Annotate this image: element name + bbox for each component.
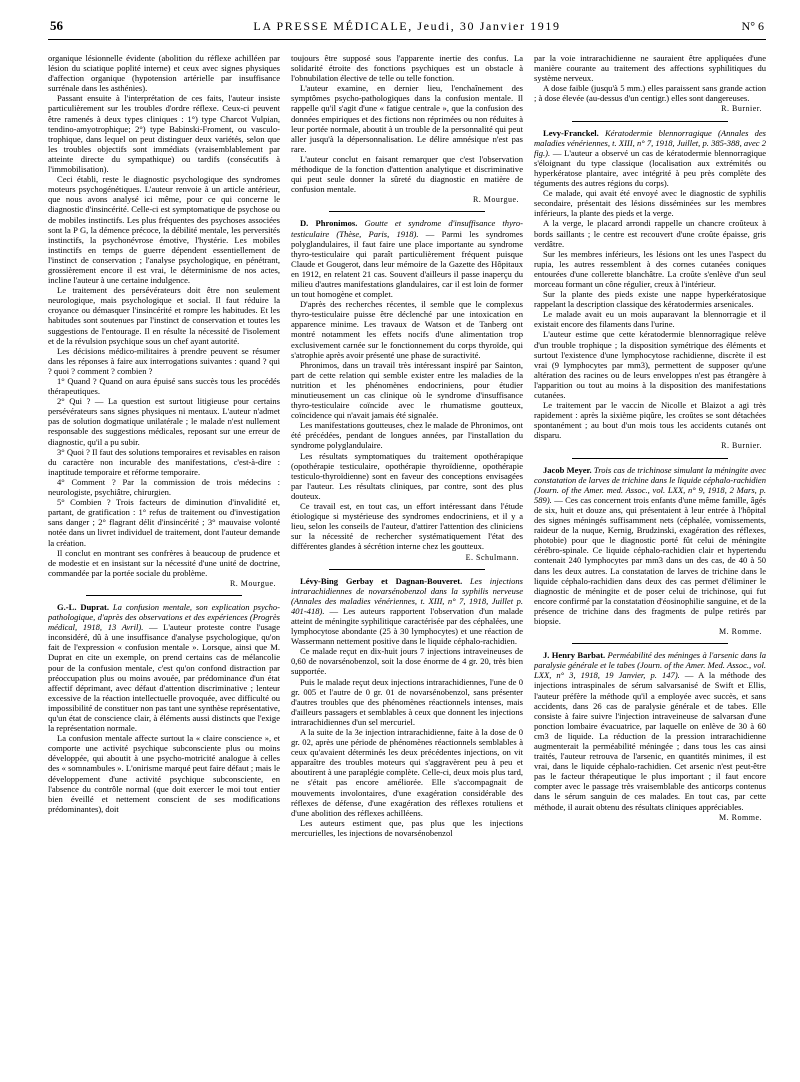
article-paragraph: Ce travail est, en tout cas, un effort intéressant dans l'étude étiologique si mystérieuse des syndromes endocriniens, et il y a lieu, selon les conseils de l'auteur, d'attirer l'attention des cliniciens sur la nécessité de rechercher systématiquement l'état des différentes glandes à sécrétion interne chez les goutteux. — [291, 501, 523, 552]
article-paragraph: Ce malade, qui avait été envoyé avec le diagnostic de syphilis secondaire, présentait des lésions disséminées sur les membres inférieurs, la plante des pieds et la verge. — [534, 188, 766, 219]
article-paragraph: D'après des recherches récentes, il semble que le complexus thyro-testiculaire puisse être déclenché par une intoxication en apparence minime. Les travaux de Watson et de Tanberg ont montré notamment les effets nocifs d'une alimentation trop exclusivement carnée sur le fonctionnement du corps thyroïde, qui s'atrophie après avoir présenté une phase de suractivité. — [291, 299, 523, 360]
article-signature: R. Burnier. — [721, 104, 762, 114]
article-paragraph: Le malade avait eu un mois auparavant la blennorragie et il existait encore des filaments dans l'urine. — [534, 309, 766, 330]
article-paragraph: organique lésionnelle évidente (abolition du réflexe achilléen par lésion du sciatique poplité interne) et ceux avec signes physiques d'affection organique (hypotension artérielle par insuffisance surrénale dans les asthénies). — [48, 53, 280, 94]
article-paragraph: Ceci établi, reste le diagnostic psychologique des syndromes moteurs psychogénétiques. L'auteur renvoie à un article antérieur, que nous avons analysé ici même, pour ce qui concerne le diagnostic d'insincérité. Celle-ci est symptomatique de psychose ou de mobiles instinctifs. Les plus fréquentes des psychoses associées sont la P G, la démence précoce, la débilité mentale, les perversités instinctifs, la psychonévrose émotive, l'hystérie. Les mobiles instinctifs en temps de guerre dépendent essentiellement de l'instinct de conservation ; l'analyse psychologique, en pénétrant, grossièrement encore il est vrai, le déterminisme de nos actes, incline l'auteur à une certaine indulgence. — [48, 174, 280, 286]
article-heading — [534, 650, 766, 812]
article — [534, 128, 766, 452]
article-paragraph: Puis le malade reçut deux injections intrarachidiennes, l'une de 0 gr. 005 et l'autre de 0 gr. 01 de novarsénobenzol, sans présenter d'autres troubles que des phénomènes réactionnels intenses, mais d'ailleurs passagers et semblables à ceux que donnent les injections intrarachidiennes d'un sel mercuriel. — [291, 676, 523, 727]
article-author: Jacob Meyer. — [543, 464, 592, 475]
article-paragraph: La confusion mentale affecte surtout la « claire conscience », et comporte une activité psychique subconsciente plus ou moins développée, qui aboutit à une psycho-motricité analogue à celles des « somnambules ». L'onirisme marqué peut faire défaut ; mais le développement d'une activité psychique subconsciente, en l'absence du contrôle normal (que doit exercer le moi tout entier bien éveillé et nettement conscient de ses modifications prédominantes), doit — [48, 733, 280, 814]
article-paragraph: Sur la plante des pieds existe une nappe hyperkératosique rappelant la description classique des kératodermies arsenicales. — [534, 289, 766, 310]
article-author: G.-L. Duprat. — [57, 601, 110, 612]
section-divider — [572, 643, 728, 644]
article-paragraph: Phronimos, dans un travail très intéressant inspiré par Sainton, part de cette relation qui semble exister entre les maladies de la nutrition et les phénomènes endocriniens, pour étudier minutieusement un cas clinique où le syndrome d'insuffisance thyro-testiculaire coïncide avec le rhumatisme goutteux, coïncidence qui n'avait jamais été signalée. — [291, 359, 523, 421]
text-column-left — [48, 47, 280, 1077]
article — [291, 218, 523, 562]
article-title: Trois cas de trichinose simulant la méningite avec constatation de larves de trichine dans le liquide céphalo-rachidien (Journ. of the Amer. med. Assoc., vol. LXX, n° 9, 1918, 2 Mars, p. 589). — [534, 464, 766, 505]
article-paragraph: Passant ensuite à l'interprétation de ces faits, l'auteur insiste particulièrement sur les troubles d'ordre réflexe. Ceux-ci peuvent être ramenés à deux types cliniques : 1°) type Charcot Vulpian, tendino-amyotrophique; 2°) type Babinski-Froment, ou vasculo-trophique, dans lequel on peut distinguer deux variétés, selon que les troubles objectifs sont immédiats (vraisemblablement par atteinte directe du sympathique) ou tardifs (consécutifs à l'immobilisation). — [48, 93, 280, 175]
article-author: Lévy-Bing Gerbay et Dagnan-Bouveret. — [300, 575, 463, 586]
article-paragraph: A dose faible (jusqu'à 5 mm.) elles paraissent sans grande action ; à dose élevée (au-dessus d'un centigr.) elles sont dangereuses. — [534, 83, 766, 104]
article-title: Goutte et syndrome d'insuffisance thyro-testiculaire (Thèse, Paris, 1918). — [291, 218, 523, 239]
article-paragraph: Les décisions médico-militaires à prendre peuvent se résumer dans les réponses à faire aux interrogations suivantes : quand ? qui ? quoi ? comment ? combien ? — [48, 345, 280, 376]
article-title: Kératodermie blennorragique (Annales des maladies vénériennes, t. XIII, n° 7, 1918, Juillet, p. 385-388, avec 2 fig.). — [534, 127, 766, 158]
article-paragraph: — Ces cas concernent trois enfants d'une même famille, âgés de six, huit et douze ans, qui présentaient à leur entrée à l'hôpital des signes méningés suffisamment nets (céphalée, vomissements, raideur de la nuque, Kernig, Brudzinski, exagération des réflexes, photobie) pour que le diagnostic porté fût celui de méningite cérébro-spinale. Ce liquide céphalo-rachidien clair et hypertendu contenait 240 lymphocytes par mm3 dans un des cas, de 40 à 50 dans les deux autres. La constatation de larves de trichine dans le liquide céphalo-rachidien dans deux des cas permet d'éliminer le diagnostic de méningite et de poser celui de trichinose, qui fut encore confirmé par la constatation d'éosinophilie sanguine, et de la présence de trichine dans des fragments de pulpe retirés par biopsie. — [534, 494, 766, 626]
article-paragraph: Le traitement par le vaccin de Nicolle et Blaizot a agi très rapidement : après la sixième piqûre, les croûtes se sont détachées spontanément ; au bout d'un mois tous les accidents cutanés ont disparu. — [534, 400, 766, 441]
article-heading — [534, 128, 766, 189]
section-divider — [572, 121, 728, 122]
article-heading — [291, 576, 523, 647]
article-paragraph: L'auteur examine, en dernier lieu, l'enchaînement des symptômes psycho-pathologiques dans la confusion mentale. Il rappelle qu'il s'agit d'une « fatigue centrale », que la confusion des données empiriques et des fictions non réprimées ou non réduites à leur portée normale, aboutit à un trouble de la personnalité qui peut aller jusqu'à la dépersonnalisation. Le délire amnésique n'est pas rare. — [291, 83, 523, 154]
text-column-right — [534, 47, 766, 1077]
section-divider — [86, 595, 242, 596]
article-heading — [291, 218, 523, 299]
article-paragraph: Les résultats symptomatiques du traitement opothérapique (opothérapie testiculaire, opothérapie thyroïdienne, opothérapie testiculo-thyroïdienne) sont en faveur des conceptions envisagées par l'auteur. Les résultats cliniques, par contre, sont des plus douteux. — [291, 450, 523, 501]
article-paragraph: Il conclut en montrant ses confrères à beaucoup de prudence et de modestie et en insistant sur la nécessité d'une unité de doctrine, commandée par la portée sociale du problème. — [48, 547, 280, 578]
article-paragraph: Le traitement des persévérateurs doit être non seulement neurologique, mais psychologique et social. Il faut réduire la croyance ou démasquer l'insincérité et rompre les habitudes. Et les habitudes sont soutenues par l'instinct de conservation et toutes les suggestions de l'entourage. Il en résulte la nécessité de l'isolement et de la révulsion psychique sous un chef ayant autorité. — [48, 285, 280, 346]
article-signature: R. Mourgue. — [472, 195, 519, 205]
page-number: 56 — [50, 18, 63, 33]
article — [534, 53, 766, 115]
article-author: D. Phronimos. — [300, 218, 358, 229]
article-paragraph: Sur les membres inférieurs, les lésions ont les unes l'aspect du rupia, les autres ressemblent à des cornes cutanées coniques entourées d'une collerette blanchâtre. La croûte s'enlève d'un seul morceau formant un cône régulier, creux à l'intérieur. — [534, 248, 766, 289]
article-paragraph: — Parmi les syndromes polyglandulaires, il faut faire une place importante au syndrome thyro-testiculaire qui paraît particulièrement fréquent puisque Claude et Gougerot, dans leur mémoire de la Gazette des Hôpitaux en 1912, en relatent 21 cas. Souvent d'ailleurs il passe inaperçu du milieu d'autres manifestations glandulaires, car il est loin de former un tout homogène et complet. — [291, 228, 523, 300]
article-paragraph: — L'auteur a observé un cas de kératodermie blennorragique s'éloignant du type classique (localisation aux extrémités ou hyperkératose plantaire, avec intégrité à peu près complète des téguments des autres régions du corps). — [534, 147, 766, 189]
issue-number: N° 6 — [741, 19, 764, 33]
article-paragraph: 4° Comment ? Par la commission de trois médecins : neurologiste, psychiâtre, chirurgien. — [48, 476, 280, 498]
article-author: J. Henry Barbat. — [543, 650, 606, 661]
article — [291, 576, 523, 838]
article-title: Les injections intrarachidiennes de novarsénobenzol dans la syphilis nerveuse (Annales des maladies vénériennes, t. XIII, n° 7, 1918, Juillet p. 401-418). — [291, 575, 523, 616]
article — [48, 602, 280, 814]
article-paragraph: — Les auteurs rapportent l'observation d'un malade atteint de méningite syphilitique caractérisée par des céphalées, une lymphocytose abondante (25 à 30 lymphocytes) et une réaction de Wassermann nettement positive dans le liquide céphalo-rachidien. — [291, 605, 523, 647]
article-paragraph: par la voie intrarachidienne ne sauraient être appliquées d'une manière courante au traitement des affections syphilitiques du système nerveux. — [534, 53, 766, 84]
article — [48, 53, 280, 589]
article-heading — [534, 465, 766, 627]
article-paragraph: 1° Quand ? Quand on aura épuisé sans succès tous les procédés thérapeutiques. — [48, 376, 280, 397]
section-divider — [329, 211, 485, 212]
article-paragraph: A la verge, le placard arrondi rappelle un chancre croûteux à bords saillants ; le centre est recouvert d'une croûte épaisse, gris verdâtre. — [534, 218, 766, 249]
article-title: Perméabilité des méninges à l'arsenic dans la paralysie générale et le tabes (Journ. of the Amer. Med. Assoc., vol. LXX, n° 3, 1918, 19 Janvier, p. 147). — [534, 650, 766, 681]
article-paragraph: L'auteur conclut en faisant remarquer que c'est l'observation méthodique de la fonction d'attention analytique et discriminative qui peut seule donner la sûreté du diagnostic en matière de confusion mentale. — [291, 153, 523, 195]
article-author: Levy-Franckel. — [543, 127, 599, 138]
article-paragraph: Les manifestations goutteuses, chez le malade de Phronimos, ont été précédées, pendant de longues années, par l'installation du syndrome polyglandulaire. — [291, 420, 523, 451]
section-divider — [572, 458, 728, 459]
article-signature: M. Romme. — [719, 812, 762, 822]
text-column-middle — [291, 47, 523, 1077]
article-paragraph: 2° Qui ? — La question est surtout litigieuse pour certains persévérateurs sans signes physiques ni mentaux. L'auteur n'admet pas de solution dogmatique unilatérale ; le malade n'est nullement responsable des suggestions médicales, reposant sur une erreur de diagnostic, qu'il a pu subir. — [48, 396, 280, 447]
article-paragraph: 5° Combien ? Trois facteurs de diminution d'invalidité et, partant, de gratification : 1° refus de traitement ou d'investigation sans danger ; 2° flagrant délit d'insincérité ; 3° mauvaise volonté notée dans un livret individuel de traitement, dont l'auteur demande la création. — [48, 497, 280, 548]
article-paragraph: 3° Quoi ? Il faut des solutions temporaires et revisables en raison du caractère non incurable des manifestations, c'est-à-dire : inaptitude temporaire et réforme temporaire. — [48, 446, 280, 477]
section-divider — [329, 569, 485, 570]
article-signature: R. Mourgue. — [229, 578, 276, 588]
article-paragraph: Ce malade reçut en dix-huit jours 7 injections intraveineuses de 0,60 de novarsénobenzol, soit la dose énorme de 4 gr. 20, très bien supportée. — [291, 646, 523, 677]
article — [534, 465, 766, 638]
article-paragraph: — L'auteur proteste contre l'usage inconsidéré, dû à une insuffisance d'analyse psychologique, qu'on fait de l'expression « confusion mentale ». Lorsque, ainsi que M. Duprat en cite un exemple, on prend certains cas de mélancolie pour de la confusion mentale, c'est qu'on confond distraction par préoccupation plus ou moins avouée, par prédominance d'un état affectif déprimant, avec défaut d'attention discriminative ; lenteur excessive de la réaction intellectuelle provoquée, avec difficulté ou impossibilité de constituer non pas tant une synthèse représentative, qu'un état de conscience clair, à éléments aussi distincts que l'exige la représentation normale. — [48, 622, 280, 734]
article-paragraph: — A la méthode des injections intraspinales de sérum salvarsanisé de Swift et Ellis, l'auteur préfère la méthode qu'il a employée avec succès, et sans accidents, dans 26 cas de paralysie générale et de tabes. Elle consiste à faire suivre l'injection intraveineuse de salvarsan d'une ponction lombaire évacuatrice, par laquelle on enlève de 30 à 60 cm3 de liquide. La réduction de la pression intrarachidienne augmenterait la perméabilité méningée ; dans tous les cas ainsi traités, l'auteur retrouva de l'arsenic, en quantités minimes, il est vrai, dans le liquide céphalo-rachidien. Cet arsenic n'est peut-être pas le facteur thérapeutique le plus important ; il faut encore compter avec le passage très vraisemblable des anticorps contenus dans le sérum sanguin de ces malades. En tout cas, par cette méthode, il aurait obtenu des résultats cliniques appréciables. — [534, 670, 766, 812]
article — [534, 650, 766, 823]
article-title: La confusion mentale, son explication psycho-pathologique, d'après des observations et des expériences (Progrès médical, 1918, 13 Avril). — [48, 601, 280, 633]
article-signature: R. Burnier. — [721, 441, 762, 451]
article-signature: E. Schulmann. — [465, 552, 519, 562]
article-paragraph: toujours être supposé sous l'apparente inertie des confus. La solidarité étroite des fonctions psychiques est un obstacle à l'obnubilation élective de telle ou telle fonction. — [291, 53, 523, 84]
article-paragraph: L'auteur estime que cette kératodermie blennorragique relève d'un trouble trophique ; la disposition symétrique des éléments et surtout l'existence d'une lymphocytose rachidienne, discrète il est vrai (9 lymphocytes par mm3), permettent de supposer qu'une altération des racines ou de leurs enveloppes n'est pas étrangère à l'apparition ou tout au moins à la disposition des manifestations cutanées. — [534, 329, 766, 400]
page-header — [48, 16, 766, 40]
article-paragraph: A la suite de la 3e injection intrarachidienne, faite à la dose de 0 gr. 02, après une période de phénomènes réactionnels semblables à ceux qu'avaient déterminés les deux précédentes injections, on vit apparaître des troubles moteurs qui s'aggravèrent peu à peu et aboutirent à une paraplégie complète. Celle-ci, deux mois plus tard, ne s'était pas encore améliorée. Elle s'accompagnait de mouvements involontaires, d'une exagération considérable des réflexes de défense, d'une exagération des réflexes rotuliens et d'une abolition des réflexes achilléens. — [291, 727, 523, 818]
article — [291, 53, 523, 205]
article-paragraph: Les auteurs estiment que, pas plus que les injections mercurielles, les injections de novarsénobenzol — [291, 817, 523, 838]
article-heading — [48, 602, 280, 733]
journal-title: LA PRESSE MÉDICALE, Jeudi, 30 Janvier 1919 — [253, 19, 561, 33]
article-signature: M. Romme. — [719, 627, 762, 637]
